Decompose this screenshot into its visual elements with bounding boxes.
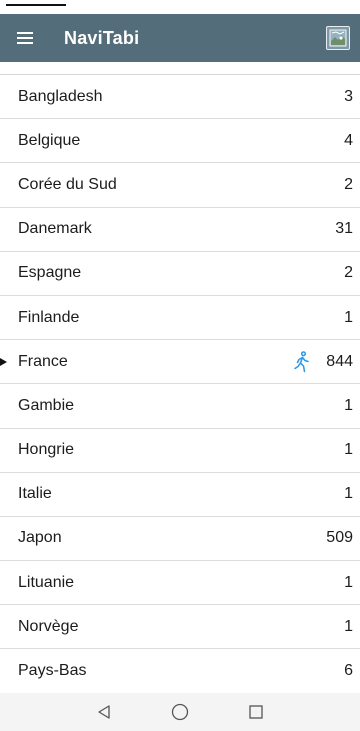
list-item[interactable] bbox=[0, 649, 360, 693]
visit-count: 1 bbox=[344, 573, 353, 591]
recents-square-icon[interactable] bbox=[244, 700, 268, 724]
country-name: Hongrie bbox=[18, 441, 75, 459]
list-item-current[interactable] bbox=[0, 340, 360, 384]
visit-count: 844 bbox=[326, 352, 353, 370]
list-item[interactable] bbox=[0, 429, 360, 473]
walking-person-icon bbox=[292, 351, 312, 373]
country-name: Norvège bbox=[18, 617, 79, 635]
country-name: France bbox=[18, 352, 68, 370]
country-name: Danemark bbox=[18, 220, 92, 238]
country-name: Italie bbox=[18, 485, 52, 503]
visit-count: 31 bbox=[335, 220, 353, 238]
list-item[interactable] bbox=[0, 384, 360, 428]
visit-count: 1 bbox=[344, 441, 353, 459]
visit-count: 1 bbox=[344, 396, 353, 414]
country-list bbox=[0, 75, 360, 694]
status-bar-fragment bbox=[6, 0, 66, 6]
back-triangle-icon[interactable] bbox=[92, 700, 116, 724]
country-name: Finlande bbox=[18, 308, 80, 326]
list-item[interactable] bbox=[0, 119, 360, 163]
list-item[interactable] bbox=[0, 163, 360, 207]
current-row-pointer-icon bbox=[0, 358, 7, 366]
list-item[interactable] bbox=[0, 517, 360, 561]
country-name: Espagne bbox=[18, 264, 82, 282]
home-circle-icon[interactable] bbox=[168, 700, 192, 724]
visit-count: 509 bbox=[326, 529, 353, 547]
status-bar bbox=[0, 0, 360, 14]
country-name: Corée du Sud bbox=[18, 175, 117, 193]
list-item[interactable] bbox=[0, 296, 360, 340]
list-item[interactable] bbox=[0, 473, 360, 517]
country-name: Pays-Bas bbox=[18, 662, 87, 680]
app-bar bbox=[0, 14, 360, 62]
list-item[interactable] bbox=[0, 208, 360, 252]
country-name: Bangladesh bbox=[18, 87, 103, 105]
list-item[interactable] bbox=[0, 561, 360, 605]
system-nav-bar bbox=[0, 693, 360, 731]
list-item[interactable] bbox=[0, 75, 360, 119]
visit-count: 4 bbox=[344, 131, 353, 149]
list-item[interactable] bbox=[0, 252, 360, 296]
visit-count: 2 bbox=[344, 264, 353, 282]
list-item[interactable] bbox=[0, 605, 360, 649]
map-icon[interactable] bbox=[326, 26, 350, 50]
visit-count: 1 bbox=[344, 617, 353, 635]
country-name: Gambie bbox=[18, 396, 75, 414]
visit-count: 1 bbox=[344, 485, 353, 503]
country-name: Belgique bbox=[18, 131, 81, 149]
app-title: NaviTabi bbox=[64, 27, 140, 48]
visit-count: 6 bbox=[344, 662, 353, 680]
country-name: Lituanie bbox=[18, 573, 75, 591]
visit-count: 2 bbox=[344, 175, 353, 193]
visit-count: 1 bbox=[344, 308, 353, 326]
hamburger-menu-icon[interactable] bbox=[12, 14, 38, 62]
visit-count: 3 bbox=[344, 87, 353, 105]
country-name: Japon bbox=[18, 529, 62, 547]
